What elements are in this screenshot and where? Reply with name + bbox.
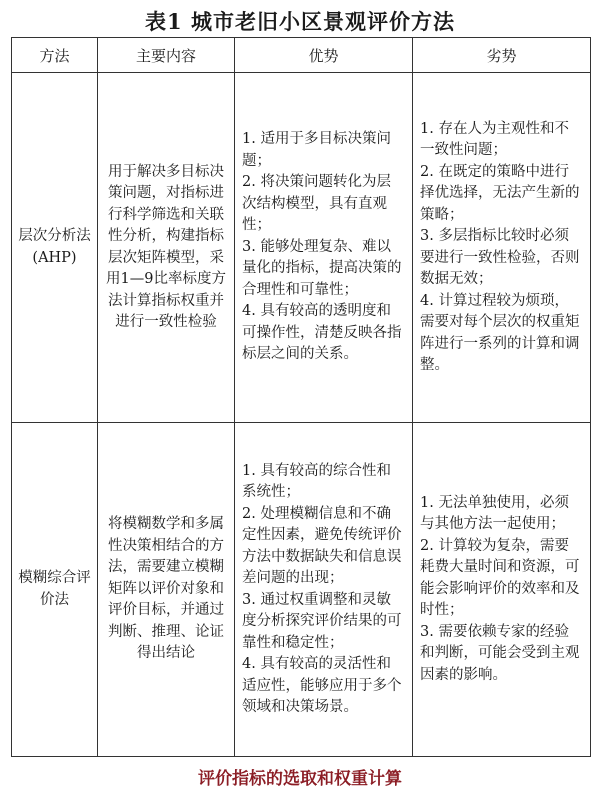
advantage-cell: [235, 423, 413, 757]
section-caption: 评价指标的选取和权重计算: [198, 769, 402, 789]
disadvantage-item: 4. 计算过程较为烦琐，需要对每个层次的权重矩阵进行一系列的计算和调整。: [420, 292, 580, 373]
disadvantage-item: 2. 在既定的策略中进行择优选择，无法产生新的策略；: [420, 163, 580, 223]
table-title: 表1 城市老旧小区景观评价方法: [145, 9, 455, 34]
header-method: 方法: [12, 38, 98, 73]
advantage-item: 4. 具有较高的透明度和可操作性，清楚反映各指标层之间的关系。: [242, 303, 402, 363]
header-advantage: 优势: [235, 38, 413, 73]
disadvantage-item: 1. 存在人为主观性和不一致性问题；: [420, 120, 569, 158]
disadvantage-item: 3. 需要依赖专家的经验和判断，可能会受到主观因素的影响。: [420, 623, 580, 683]
advantage-item: 1. 适用于多目标决策问题；: [242, 131, 391, 169]
advantage-item: 4. 具有较高的灵活性和适应性，能够应用于多个领域和决策场景。: [242, 656, 402, 715]
table-header-row: [12, 38, 591, 73]
disadvantage-cell: [413, 423, 591, 757]
disadvantage-item: 1. 无法单独使用，必须与其他方法一起使用；: [420, 494, 569, 533]
content-cell: 用于解决多目标决策问题，对指标进行科学筛选和关联性分析，构建指标层次矩阵模型，采用1—9比率标度方法计算指标权重并进行一致性检验: [98, 73, 235, 423]
header-disadvantage: 劣势: [413, 38, 591, 73]
evaluation-methods-table: [11, 37, 591, 757]
advantage-item: 3. 通过权重调整和灵敏度分析探究评价结果的可靠性和稳定性；: [242, 591, 402, 651]
content-cell: 将模糊数学和多属性决策相结合的方法，需要建立模糊矩阵以评价对象和评价目标，并通过判断、推理、论证得出结论: [98, 423, 235, 757]
advantage-item: 2. 将决策问题转化为层次结构模型，具有直观性；: [242, 174, 391, 234]
table-row-ahp: [12, 73, 591, 423]
table-row-fuzzy: [12, 423, 591, 757]
method-cell: 模糊综合评价法: [12, 423, 98, 757]
advantage-item: 1. 具有较高的综合性和系统性；: [242, 462, 391, 500]
advantage-cell: [235, 73, 413, 423]
disadvantage-item: 2. 计算较为复杂，需要耗费大量时间和资源，可能会影响评价的效率和及时性；: [420, 537, 580, 619]
advantage-item: 3. 能够处理复杂、难以量化的指标，提高决策的合理性和可靠性；: [242, 238, 402, 298]
disadvantage-item: 3. 多层指标比较时必须要进行一致性检验，否则数据无效；: [420, 228, 580, 287]
disadvantage-cell: [413, 73, 591, 423]
advantage-item: 2. 处理模糊信息和不确定性因素，避免传统评价方法中数据缺失和信息误差问题的出现；: [242, 505, 402, 586]
method-cell: 层次分析法(AHP): [12, 73, 98, 423]
header-content: 主要内容: [98, 38, 235, 73]
